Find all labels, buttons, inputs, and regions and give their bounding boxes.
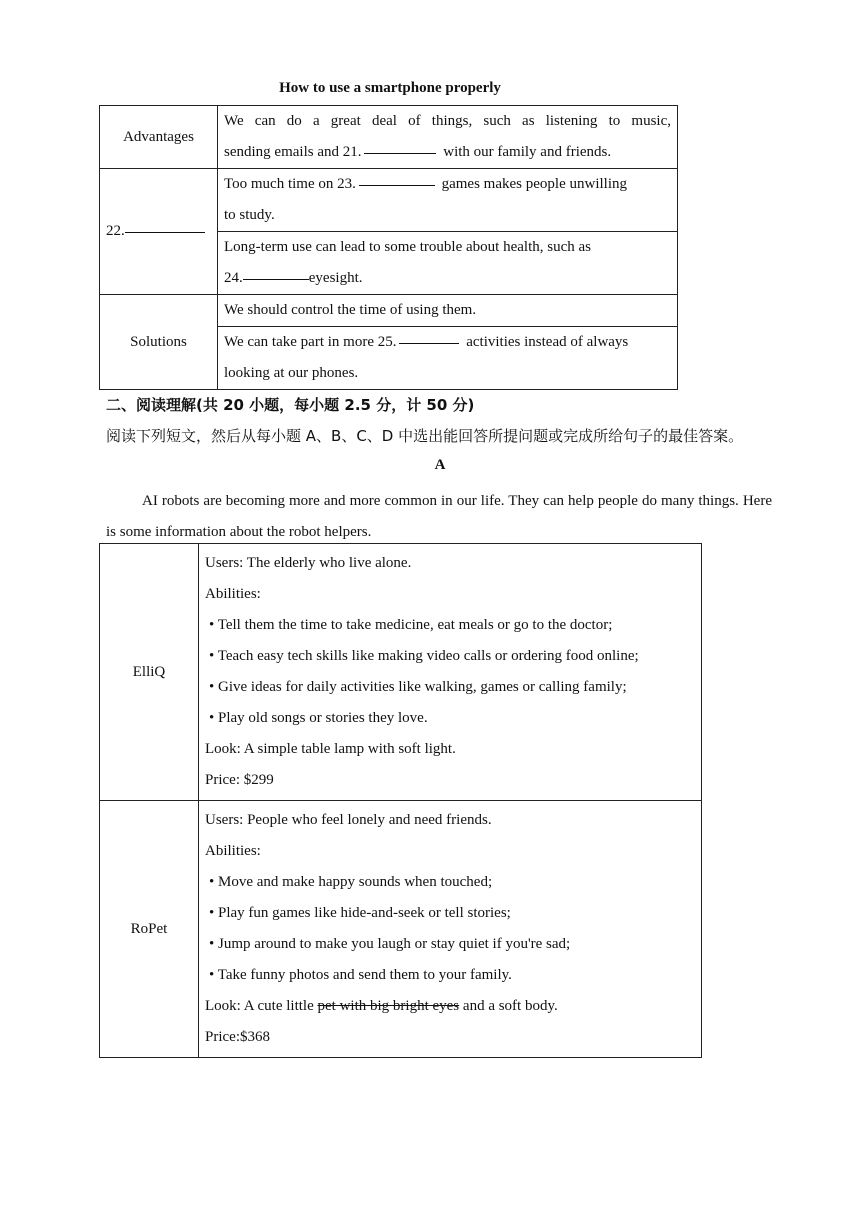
robot-look bbox=[205, 991, 695, 1022]
table-row bbox=[100, 295, 678, 327]
answer-blank-25[interactable] bbox=[399, 342, 459, 344]
robot-price: Price: $299 bbox=[205, 772, 274, 788]
robot-look bbox=[205, 734, 695, 765]
solution-cell-2 bbox=[218, 327, 678, 390]
robot-users: Users: The elderly who live alone. bbox=[205, 555, 412, 571]
robot-look-end: and a soft body. bbox=[459, 998, 558, 1014]
robot-name-elliq: ElliQ bbox=[100, 544, 199, 801]
advantages-cell bbox=[218, 106, 678, 169]
disadvantage-cell-2 bbox=[218, 232, 678, 295]
smartphone-table bbox=[99, 105, 678, 390]
robot-look-text: Look: A simple table lamp with soft light. bbox=[205, 741, 456, 757]
disadvantage-1-line-1-end: games makes people unwilling bbox=[441, 176, 627, 192]
question-number-22: 22. bbox=[106, 223, 125, 239]
robot-ability: • Teach easy tech skills like making video calls or ordering food online; bbox=[209, 648, 639, 664]
disadvantage-2-line-2-end: eyesight. bbox=[308, 270, 363, 286]
robot-table bbox=[99, 543, 702, 1058]
disadvantage-1-line-2: to study. bbox=[224, 207, 275, 223]
answer-blank-21[interactable] bbox=[364, 152, 436, 154]
disadvantage-2-line-1: Long-term use can lead to some trouble about health, such as bbox=[224, 239, 591, 255]
advantages-line-1: We can do a great deal of things, such as listening to music, bbox=[224, 113, 671, 129]
passage-intro: AI robots are becoming more and more common in our life. They can help people do many things. Here is some information about the robot helpers. bbox=[106, 493, 772, 540]
robot-ability: • Move and make happy sounds when touched; bbox=[209, 874, 493, 890]
solution-2-line-1-end: activities instead of always bbox=[466, 334, 629, 350]
section-instruction: 阅读下列短文，然后从每小题 A、B、C、D 中选出能回答所提问题或完成所给句子的最佳答案。 bbox=[106, 427, 744, 445]
robot-info-elliq bbox=[199, 544, 702, 801]
advantages-line-2-start: sending emails and 21. bbox=[224, 144, 362, 160]
robot-users: Users: People who feel lonely and need friends. bbox=[205, 812, 492, 828]
table-title: How to use a smartphone properly bbox=[279, 80, 501, 96]
robot-name-ropet: RoPet bbox=[100, 801, 199, 1058]
answer-blank-24[interactable] bbox=[243, 278, 309, 280]
table-row bbox=[100, 106, 678, 169]
solution-2-line-2: looking at our phones. bbox=[224, 365, 359, 381]
table-row bbox=[100, 544, 702, 801]
advantages-line-2-end: with our family and friends. bbox=[443, 144, 612, 160]
robot-ability: • Play old songs or stories they love. bbox=[209, 710, 428, 726]
robot-look-text: Look: A cute little bbox=[205, 998, 318, 1014]
disadvantage-cell-1 bbox=[218, 169, 678, 232]
row-label-solutions: Solutions bbox=[100, 295, 218, 390]
robot-ability: • Give ideas for daily activities like walking, games or calling family; bbox=[209, 679, 627, 695]
robot-ability: • Jump around to make you laugh or stay quiet if you're sad; bbox=[209, 936, 571, 952]
table-row bbox=[100, 801, 702, 1058]
answer-blank-23[interactable] bbox=[359, 184, 435, 186]
robot-ability: • Play fun games like hide-and-seek or tell stories; bbox=[209, 905, 511, 921]
disadvantage-1-line-1-start: Too much time on 23. bbox=[224, 176, 356, 192]
robot-abilities-label: Abilities: bbox=[205, 843, 261, 859]
section-heading: 二、阅读理解(共 20 小题，每小题 2.5 分，计 50 分) bbox=[106, 396, 475, 414]
robot-ability: • Take funny photos and send them to your family. bbox=[209, 967, 512, 983]
row-label-22 bbox=[100, 169, 218, 295]
passage-letter: A bbox=[434, 457, 446, 473]
solution-cell-1 bbox=[218, 295, 678, 327]
robot-ability: • Tell them the time to take medicine, eat meals or go to the doctor; bbox=[209, 617, 613, 633]
table-row bbox=[100, 169, 678, 232]
robot-info-ropet bbox=[199, 801, 702, 1058]
robot-abilities-label: Abilities: bbox=[205, 586, 261, 602]
robot-look-struck: pet with big bright eyes bbox=[317, 998, 460, 1014]
robot-price: Price:$368 bbox=[205, 1029, 270, 1045]
disadvantage-2-line-2-start: 24. bbox=[224, 270, 243, 286]
row-label-advantages: Advantages bbox=[100, 106, 218, 169]
answer-blank-22[interactable] bbox=[125, 231, 205, 233]
solution-2-line-1-start: We can take part in more 25. bbox=[224, 334, 397, 350]
solution-1-text: We should control the time of using them. bbox=[224, 302, 477, 318]
